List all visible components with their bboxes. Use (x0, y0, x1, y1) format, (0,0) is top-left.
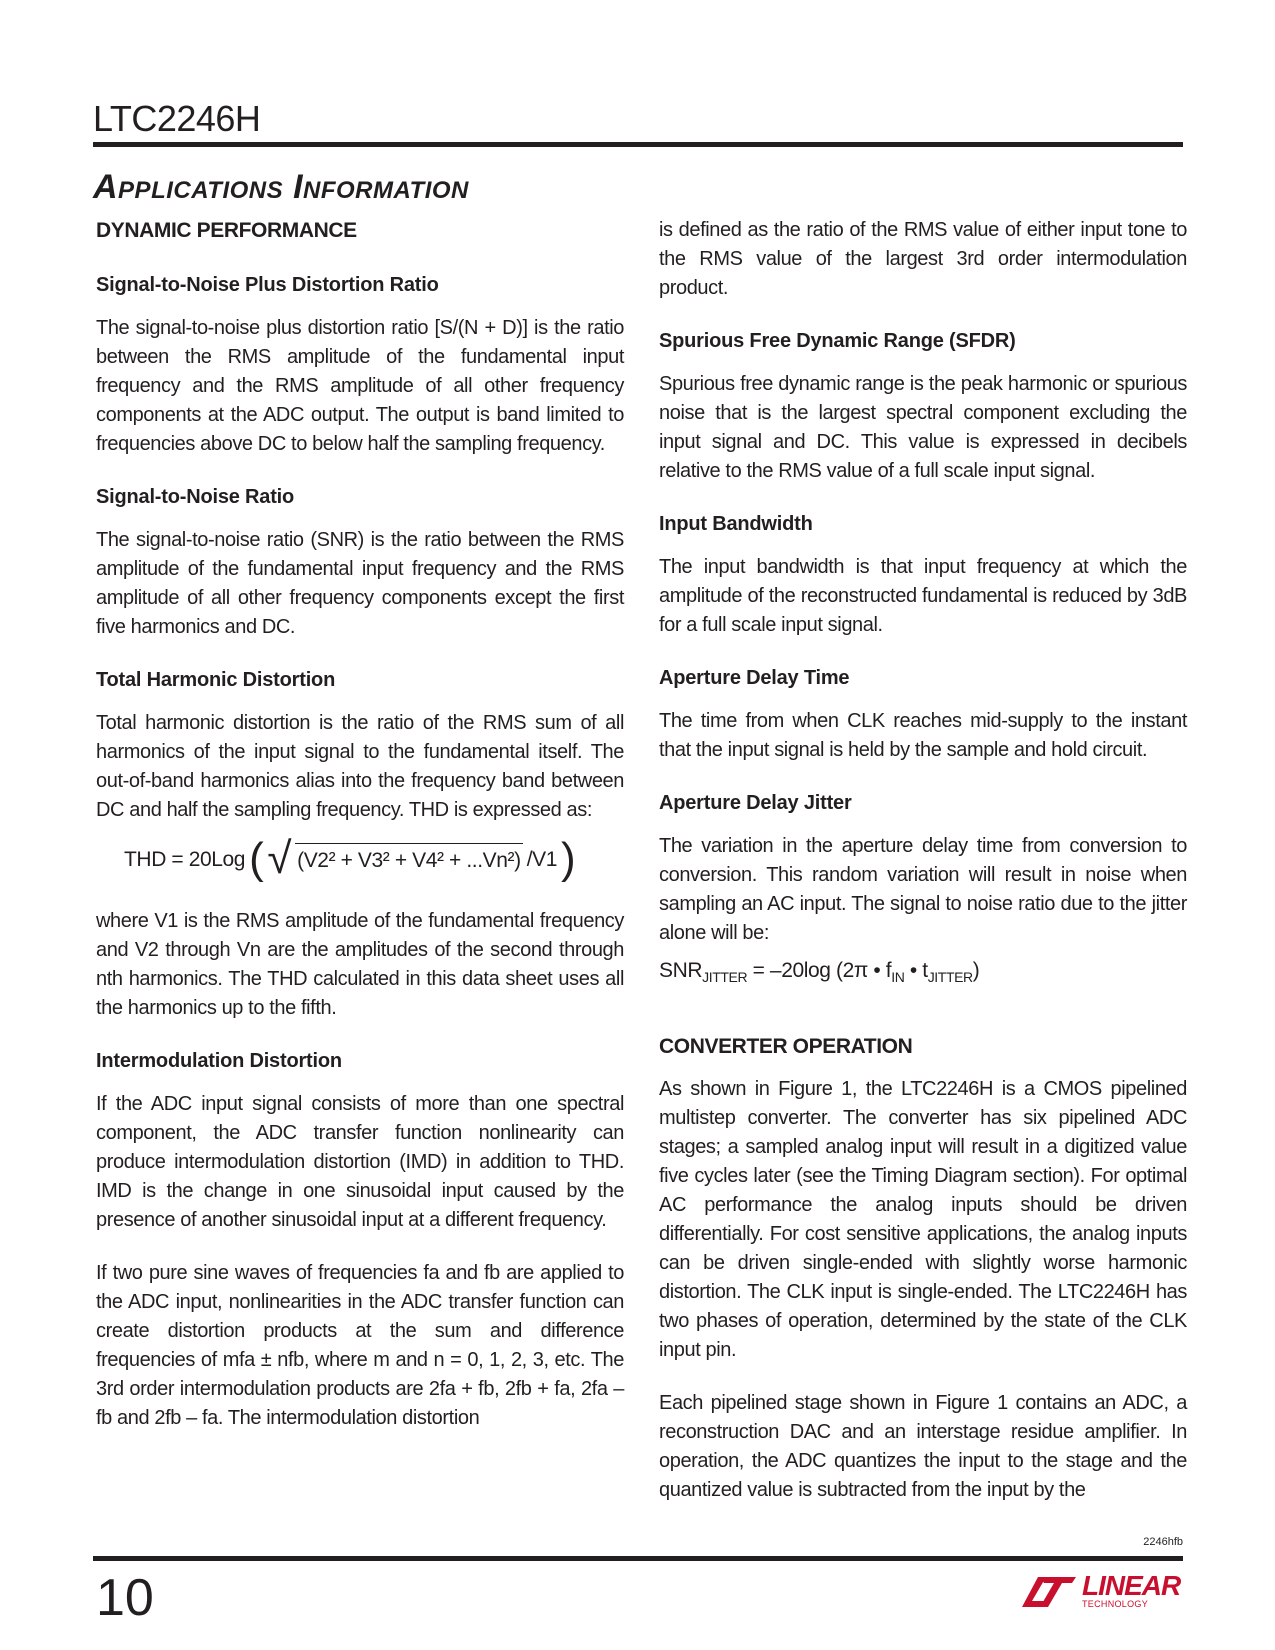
document-number: 2246hfb (1143, 1536, 1183, 1548)
input-bandwidth-text: The input bandwidth is that input frequency at which the amplitude of the reconstructed fundamental is reduced by 3dB for a full scale input signal. (659, 556, 1187, 636)
sinad-text: The signal-to-noise plus distortion ratio [S/(N + D)] is the ratio between the RMS amplitude of the fundamental input frequency and the RMS amplitude of all other frequency components at the ADC output. The output is band limited to frequencies above DC to below half the sampling frequency. (96, 317, 624, 455)
sqrt-sign: √ (267, 834, 292, 883)
input-bandwidth-title: Input Bandwidth (659, 513, 813, 535)
thd-text: Total harmonic distortion is the ratio of the RMS sum of all harmonics of the input signal to the fundamental itself. The out-of-band harmonics alias into the frequency band between DC and half the sampling frequency. THD is expressed as: (96, 712, 624, 821)
logo-subtext: TECHNOLOGY (1082, 1599, 1149, 1609)
paren-close: ) (561, 834, 576, 883)
right-column (659, 216, 1187, 1529)
converter-operation-heading: CONVERTER OPERATION (659, 1035, 913, 1059)
converter-text-2: Each pipelined stage shown in Figure 1 contains an ADC, a reconstruction DAC and an interstage residue amplifier. In operation, the ADC quantizes the input to the stage and the quantized value is subtracted from the input by the (659, 1392, 1187, 1502)
f-b-sub: IN (891, 969, 905, 986)
aperture-delay-jitter-text: The variation in the aperture delay time from conversion to conversion. This random variation will result in noise when sampling an AC input. The signal to noise ratio due to the jitter alone will be: (659, 835, 1187, 944)
f-c-sub: JITTER (927, 969, 973, 986)
lt-logo-mark-icon (1020, 1573, 1078, 1609)
sinad-title: Signal-to-Noise Plus Distortion Ratio (96, 274, 439, 296)
part-number: LTC2246H (93, 98, 261, 139)
sfdr-title: Spurious Free Dynamic Range (SFDR) (659, 330, 1016, 352)
linear-technology-logo (1020, 1572, 1180, 1609)
thd-title: Total Harmonic Distortion (96, 669, 336, 691)
sfdr-text: Spurious free dynamic range is the peak harmonic or spurious noise that is the largest spectral component excluding the input signal and DC. This value is expressed in decibels relative to the RMS value of a full scale input signal. (659, 373, 1187, 482)
header-rule (93, 142, 1183, 147)
snr-jitter-formula (659, 956, 1187, 992)
f-b: = –20log (2π • f (747, 959, 892, 982)
f-a: SNR (659, 959, 703, 982)
paren-open: ( (249, 834, 264, 883)
imd-title: Intermodulation Distortion (96, 1050, 342, 1072)
snr-title: Signal-to-Noise Ratio (96, 486, 295, 508)
terms-text: V2² + V3² + V4² + ...Vn² (303, 849, 515, 872)
section-title: Applications Information (93, 168, 469, 206)
dynamic-performance-heading: DYNAMIC PERFORMANCE (96, 219, 357, 242)
logo-text: LINEAR (1082, 1570, 1181, 1601)
converter-text-1: As shown in Figure 1, the LTC2246H is a CMOS pipelined multistep converter. The converter has six pipelined ADC stages; a sampled analog input will result in a digitized value five cycles later (see the Timing Diagram section). For optimal AC performance the analog inputs should be driven differentially. For cost sensitive applications, the analog inputs can be driven single-ended with slightly worse harmonic distortion. The CLK input is single-ended. The LTC2246H has two phases of operation, determined by the state of the CLK input pin. (659, 1078, 1187, 1362)
imd-text-1: If the ADC input signal consists of more than one spectral component, the ADC transfer function nonlinearity can produce intermodulation distortion (IMD) in addition to THD. IMD is the change in one sinusoidal input caused by the presence of another sinusoidal input at a different frequency. (96, 1093, 624, 1231)
f-a-sub: JITTER (702, 969, 748, 986)
f-d: ) (972, 959, 980, 982)
thd-formula (124, 831, 624, 887)
thd-after-text: where V1 is the RMS amplitude of the fundamental frequency and V2 through Vn are the amplitudes of the second through nth harmonics. The THD calculated in this data sheet uses all the harmonics up to the fifth. (96, 910, 624, 1019)
thd-formula-lhs: THD = 20Log (124, 847, 246, 871)
footer-rule (93, 1556, 1183, 1561)
imd-continued-text: is defined as the ratio of the RMS value of either input tone to the RMS value of the largest 3rd order intermodulation product. (659, 219, 1187, 299)
aperture-delay-time-title: Aperture Delay Time (659, 667, 850, 689)
left-column (96, 216, 624, 1457)
imd-text-2: If two pure sine waves of frequencies fa and fb are applied to the ADC input, nonlinearities in the ADC transfer function can create distortion products at the sum and difference frequencies of mfa ± nfb, where m and n = 0, 1, 2, 3, etc. The 3rd order intermodulation products are 2fa + fb, 2fb + fa, 2fa – fb and 2fb – fa. The intermodulation distortion (96, 1262, 624, 1429)
f-c: • t (904, 959, 928, 982)
snr-text: The signal-to-noise ratio (SNR) is the ratio between the RMS amplitude of the fundamental input frequency and the RMS amplitude of all other frequency components except the first five harmonics and DC. (96, 529, 624, 638)
aperture-delay-time-text: The time from when CLK reaches mid-supply to the instant that the input signal is held by the sample and hold circuit. (659, 710, 1187, 761)
thd-formula-tail: /V1 (526, 847, 558, 871)
aperture-delay-jitter-title: Aperture Delay Jitter (659, 792, 852, 814)
thd-formula-terms: (V2² + V3² + V4² + ...Vn²) (295, 843, 523, 875)
page-number: 10 (96, 1569, 154, 1627)
